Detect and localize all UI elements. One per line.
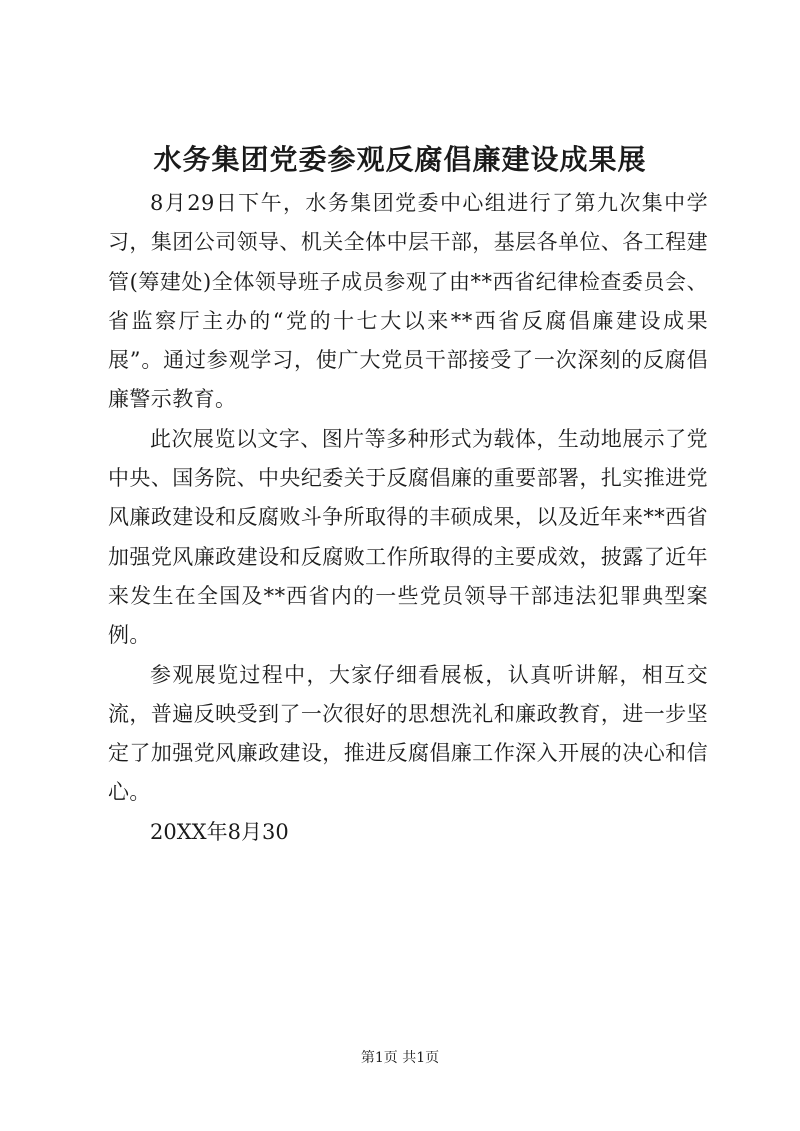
page-number-footer: 第1页 共1页 bbox=[360, 1050, 440, 1066]
document-date: 20XX年8月30 bbox=[150, 819, 289, 844]
paragraph-3: 参观展览过程中，大家仔细看展板，认真听讲解，相互交流，普遍反映受到了一次很好的思想洗礼和廉政教育，进一步坚定了加强党风廉政建设，推进反腐倡廉工作深入开展的决心和信心。 bbox=[108, 662, 708, 805]
document-title: 水务集团党委参观反腐倡廉建设成果展 bbox=[153, 143, 647, 176]
paragraph-2: 此次展览以文字、图片等多种形式为载体，生动地展示了党中央、国务院、中央纪委关于反腐倡廉的重要部署，扎实推进党风廉政建设和反腐败斗争所取得的丰硕成果，以及近年来**西省加强党风廉政建设和反腐败工作所取得的主要成效，披露了近年来发生在全国及**西省内的一些党员领导干部违法犯罪典型案例。 bbox=[108, 426, 708, 648]
paragraph-1: 8月29日下午，水务集团党委中心组进行了第九次集中学习，集团公司领导、机关全体中层干部，基层各单位、各工程建管(筹建处)全体领导班子成员参观了由**西省纪律检查委员会、省监察厅主办的“党的十七大以来**西省反腐倡廉建设成果展”。通过参观学习，使广大党员干部接受了一次深刻的反腐倡廉警示教育。 bbox=[108, 191, 708, 412]
document-body bbox=[108, 184, 708, 852]
